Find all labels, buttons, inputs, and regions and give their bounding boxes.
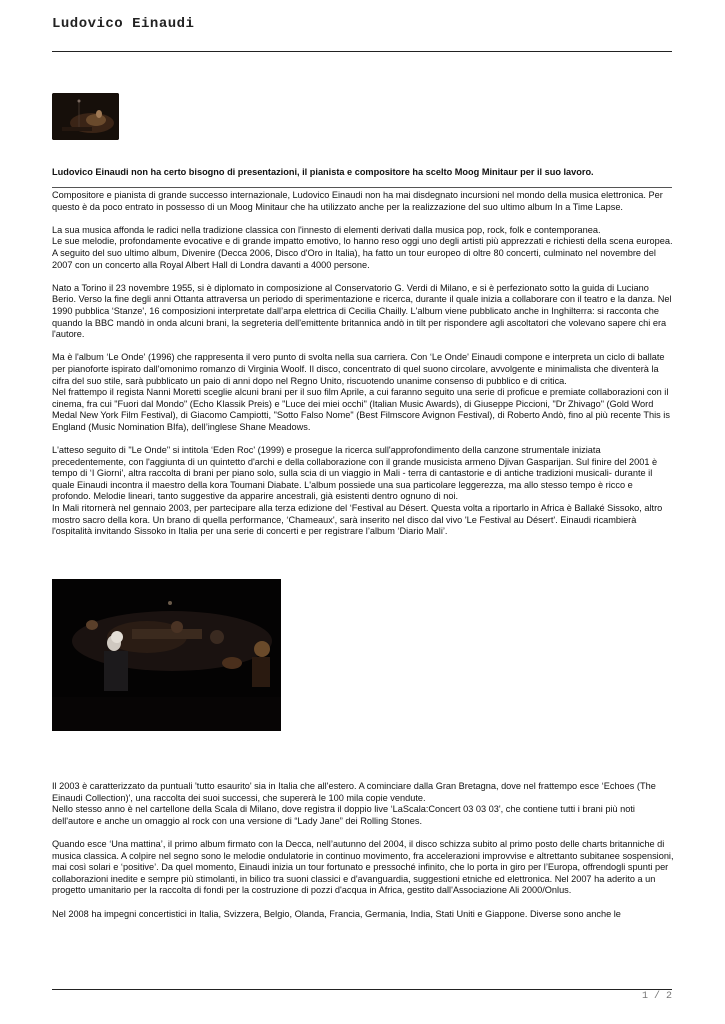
paragraph: L'atteso seguito di "Le Onde" si intitola ‘Eden Roc' (1999) e prosegue la ricerca sull'approfondimento della canzone strumentale iniziata precedentemente, con l'aggiunta di un quintetto d'archi e della collaborazione con il grande musicista armeno Djivan Gasparijan. Sul finire del 2001 è tempo di ‘I Giorni', altra raccolta di brani per piano solo, sulla scia di un viaggio in Mali - terra di cantastorie e di antiche tradizioni musicali- durante il quale Einaudi incontra il maestro della kora Toumani Diabate. L'album possiede una sua particolare leggerezza, ma allo stesso tempo è ricco e profondo. Melodie lineari, tanto suggestive da apparire ancestrali, già esistenti dentro ognuno di noi. In Mali ritornerà nel gennaio 2003, per partecipare alla terza edizione del ‘Festival au Désert. Questa volta a riportarlo in Africa è Ballaké Sissoko, altro mostro sacro della kora. Un brano di quella performance, ‘Chameaux', sarà inserito nel disco dal vivo 'Le Festival au Désert'. Einaudi ricambierà l'ospitalità invitando Sissoko in Italia per una serie di concerti e per registrare l’album ‘Diario Mali’. [52,445,663,537]
paragraph: Il 2003 è caratterizzato da puntuali 'tutto esaurito' sia in Italia che all'estero. A cominciare dalla Gran Bretagna, dove nel frattempo esce ‘Echoes (The Einaudi Collection)', una raccolta dei suoi successi, che supererà le 100 mila copie vendute. Nello stesso anno è nel cartellone della Scala di Milano, dove registra il doppio live ‘LaScala:Concert 03 03 03', che contiene tutti i brani più noti dell'autore e anche un omaggio al rock con una versione di “Lady Jane” dei Rolling Stones. [52,781,656,826]
paragraph: Ma è l'album ‘Le Onde' (1996) che rappresenta il vero punto di svolta nella sua carriera. Con ‘Le Onde' Einaudi compone e interpreta un ciclo di ballate per pianoforte ispirato dall'omonimo romanzo di Virginia Woolf. Il disco, concentrato di quel suono circolare, avvolgente e minimalista che diventerà la cifra del suo stile, sarà pubblicato un paio di anni dopo nel Regno Unito, riscuotendo unanime consenso di pubblico e di critica. Nel frattempo il regista Nanni Moretti sceglie alcuni brani per il suo film Aprile, a cui faranno seguito una serie di proficue e premiate collaborazioni con il cinema, fra cui "Fuori dal Mondo" (Echo Klassik Preis) e "Luce dei miei occhi" (Italian Music Awards), di Giuseppe Piccioni, "Dr Zhivago" (Gold Word Medal New York Film Festival), di Giacomo Campiotti, "Sotto Falso Nome" (Best Filmscore Avignon Festival), di Roberto Andò, fino al più recente This is England (Music Nomination BIfa), dell’inglese Shane Meadows. [52,352,670,432]
concert-photo [52,579,281,731]
page-title: Ludovico Einaudi [52,16,195,32]
page-number: 1 / 2 [641,991,672,1002]
paragraph: Compositore e pianista di grande successo internazionale, Ludovico Einaudi non ha mai disdegnato incursioni nel mondo della musica elettronica. Per questo è da poco entrato in possesso di un Moog Minitaur che ha utilizzato anche per la realizzazione del suo ultimo album In a Time Lapse. [52,190,663,212]
header-rule [52,51,672,52]
paragraph: Nato a Torino il 23 novembre 1955, si è diplomato in composizione al Conservatorio G. Verdi di Milano, e si è perfezionato sotto la guida di Luciano Berio. Verso la fine degli anni Ottanta attraversa un periodo di sperimentazione e ricerca, durante il quale inizia a collaborare con il teatro e la danza. Nel 1990 pubblica ‘Stanze', 16 composizioni interpretate dall’arpa elettrica di Cecilia Chailly. L'album viene pubblicato anche in Inghilterra: si racconta che quando la BBC mandò in onda alcuni brani, la segreteria dell'emittente britannica andò in tilt per rispondere agli ascoltatori che volevano sapere chi era l'autore. [52,282,672,340]
lead-rule [52,187,672,188]
pianist-thumbnail-image [52,93,119,140]
paragraph: La sua musica affonda le radici nella tradizione classica con l'innesto di elementi derivati dalla musica pop, rock, folk e contemporanea. Le sue melodie, profondamente evocative e di grande impatto emotivo, lo hanno reso oggi uno degli artisti più apprezzati e richiesti della scena europea. A seguito del suo ultimo album, Divenire (Decca 2006, Disco d'Oro in Italia), ha fatto un tour europeo di oltre 80 concerti, culminato nel novembre del 2007 con un concerto alla Royal Albert Hall di Londra davanti a 4000 persone. [52,224,673,270]
lead-paragraph: Ludovico Einaudi non ha certo bisogno di presentazioni, il pianista e compositore ha scelto Moog Minitaur per il suo lavoro. [52,167,594,177]
paragraph: Nel 2008 ha impegni concertistici in Italia, Svizzera, Belgio, Olanda, Francia, Germania, India, Stati Uniti e Giappone. Diverse sono anche le [52,908,621,919]
footer-rule [52,989,672,990]
article-body-upper [52,190,674,538]
paragraph: Quando esce ‘Una mattina’, il primo album firmato con la Decca, nell’autunno del 2004, il disco schizza subito al primo posto delle charts britanniche di musica classica. A colpire nel segno sono le melodie ondulatorie in continuo movimento, fra accelerazioni improvvise e altrettanto subitanee sospensioni, mai così solari e ‘positive’. Da quel momento, Einaudi inizia un tour fortunato e pressoché infinito, che lo porta in giro per l’Europa, offrendogli spunti per collaborazioni inedite e sempre più stimolanti, in bilico tra suoni classici e d'avanguardia, suggestioni etniche ed elettronica. Nel 2007 ha aderito a un progetto umanitario per la raccolta di fondi per la costruzione di pozzi d'acqua in Africa, gestito dall'Associazione Ali 2000/Onlus. [52,838,674,896]
article-body-lower [52,781,674,920]
